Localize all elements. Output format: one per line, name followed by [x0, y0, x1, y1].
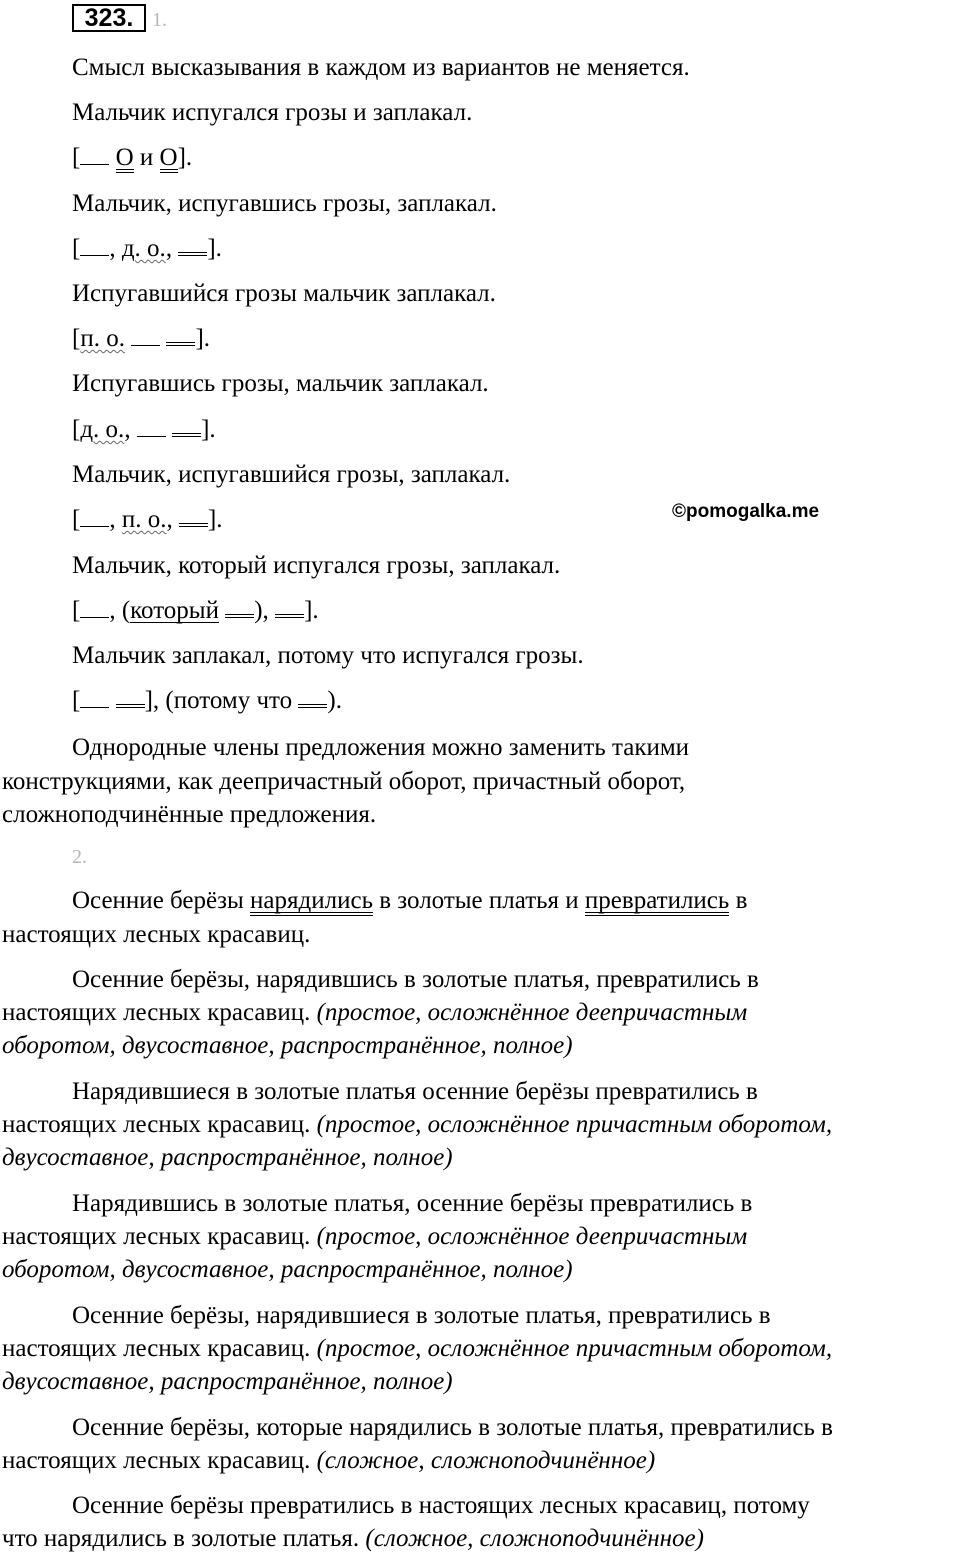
- p1-line-1: [72, 886, 747, 916]
- scheme-4: [д. о., ].: [72, 416, 216, 443]
- p7-line-1: Осенние берёзы превратились в настоящих лесных красавиц, потому: [72, 1492, 810, 1519]
- predicate-word: нарядились: [250, 887, 373, 914]
- p3-line-1: Нарядившиеся в золотые платья осенние берёзы превратились в: [72, 1078, 758, 1105]
- analysis-note: (простое, осложнённое деепричастным: [316, 1223, 748, 1250]
- scheme-3: [п. о. ].: [72, 325, 211, 352]
- p5-line-2: [2, 1334, 832, 1364]
- subject-blank: [80, 164, 109, 165]
- p2-line-3: оборотом, двусоставное, распространённое, полное): [2, 1032, 573, 1059]
- participial-phrase-mark: п. о.: [121, 506, 167, 533]
- text: настоящих лесных красавиц.: [2, 1335, 317, 1362]
- text: настоящих лесных красавиц.: [2, 1111, 317, 1138]
- text: настоящих лесных красавиц.: [2, 999, 317, 1026]
- p5-line-3: двусоставное, распространённое, полное): [2, 1368, 453, 1395]
- p7-line-2: [2, 1524, 704, 1554]
- predicate-blank: [178, 252, 207, 256]
- p4-line-3: оборотом, двусоставное, распространённое, полное): [2, 1256, 573, 1283]
- subject-blank: [137, 436, 166, 437]
- p6-line-1: Осенние берёзы, которые нарядились в золотые платья, превратились в: [72, 1414, 833, 1441]
- conjunction: и: [139, 144, 154, 171]
- subject-blank: [80, 526, 109, 527]
- conclusion-line-3: сложноподчинённые предложения.: [2, 801, 377, 828]
- adverbial-phrase-mark: д. о.: [121, 235, 166, 262]
- sentence-6: Мальчик, который испугался грозы, заплакал.: [72, 552, 561, 579]
- sentence-7: Мальчик заплакал, потому что испугался грозы.: [72, 642, 584, 669]
- scheme-5: [ , п. о., ].: [72, 506, 223, 533]
- predicate-blank: [298, 704, 327, 708]
- exercise-number: 323.: [72, 4, 146, 32]
- scheme-7: [ ], (потому что ).: [72, 687, 342, 714]
- intro-line: Смысл высказывания в каждом из вариантов не меняется.: [72, 54, 690, 81]
- p6-line-2: [2, 1446, 655, 1476]
- clause-conjunction: (потому что: [165, 687, 293, 714]
- text: в золотые платья и: [372, 887, 585, 914]
- analysis-note: (простое, осложнённое причастным оборотом,: [316, 1111, 833, 1138]
- watermark: ©pomogalka.me: [672, 501, 820, 522]
- sentence-4: Испугавшись грозы, мальчик заплакал.: [72, 370, 489, 397]
- sentence-5: Мальчик, испугавшийся грозы, заплакал.: [72, 461, 511, 488]
- sentence-3: Испугавшийся грозы мальчик заплакал.: [72, 280, 496, 307]
- subject-blank: [80, 707, 109, 708]
- subject-word: который: [130, 597, 219, 624]
- analysis-note: (простое, осложнённое причастным оборотом,: [316, 1335, 833, 1362]
- predicate-word: превратились: [584, 887, 730, 914]
- text: настоящих лесных красавиц.: [2, 1447, 317, 1474]
- subject-blank: [80, 255, 109, 256]
- text: что нарядились в золотые платья.: [2, 1525, 366, 1552]
- predicate-blank: [225, 614, 254, 618]
- participial-phrase-mark: п. о.: [80, 325, 125, 352]
- text: Осенние берёзы: [72, 887, 251, 914]
- p4-line-1: Нарядившись в золотые платья, осенние берёзы превратились в: [72, 1190, 753, 1217]
- conclusion-line-1: Однородные члены предложения можно заменить такими: [72, 734, 690, 761]
- predicate-blank: [172, 433, 201, 437]
- text: в: [729, 887, 748, 914]
- sentence-2: Мальчик, испугавшись грозы, заплакал.: [72, 190, 497, 217]
- adverbial-phrase-mark: д. о.: [80, 416, 125, 443]
- predicate-blank: [166, 342, 195, 346]
- scheme-1: [ О и О].: [72, 144, 193, 171]
- p3-line-2: [2, 1110, 832, 1140]
- p1-line-2: настоящих лесных красавиц.: [2, 921, 311, 948]
- text: настоящих лесных красавиц.: [2, 1223, 317, 1250]
- p4-line-2: [2, 1222, 747, 1252]
- sentence-1: Мальчик испугался грозы и заплакал.: [72, 99, 473, 126]
- predicate-blank: [275, 614, 304, 618]
- subject-blank: [80, 617, 109, 618]
- scheme-6: [ , (который ), ].: [72, 597, 319, 624]
- analysis-note: (простое, осложнённое деепричастным: [316, 999, 748, 1026]
- p5-line-1: Осенние берёзы, нарядившиеся в золотые платья, превратились в: [72, 1302, 771, 1329]
- part-1-label: 1.: [152, 9, 167, 31]
- predicate-mark: О: [159, 144, 178, 171]
- part-2-label: 2.: [72, 846, 87, 868]
- p2-line-2: [2, 998, 747, 1028]
- subject-blank: [131, 345, 160, 346]
- analysis-note: (сложное, сложноподчинённое): [365, 1525, 704, 1552]
- p3-line-3: двусоставное, распространённое, полное): [2, 1144, 453, 1171]
- predicate-mark: О: [115, 144, 134, 171]
- predicate-blank: [116, 704, 145, 708]
- predicate-blank: [179, 523, 208, 527]
- conclusion-line-2: конструкциями, как деепричастный оборот, причастный оборот,: [2, 768, 686, 795]
- analysis-note: (сложное, сложноподчинённое): [316, 1447, 656, 1474]
- p2-line-1: Осенние берёзы, нарядившись в золотые платья, превратились в: [72, 966, 759, 993]
- scheme-2: [ , д. о., ].: [72, 235, 222, 262]
